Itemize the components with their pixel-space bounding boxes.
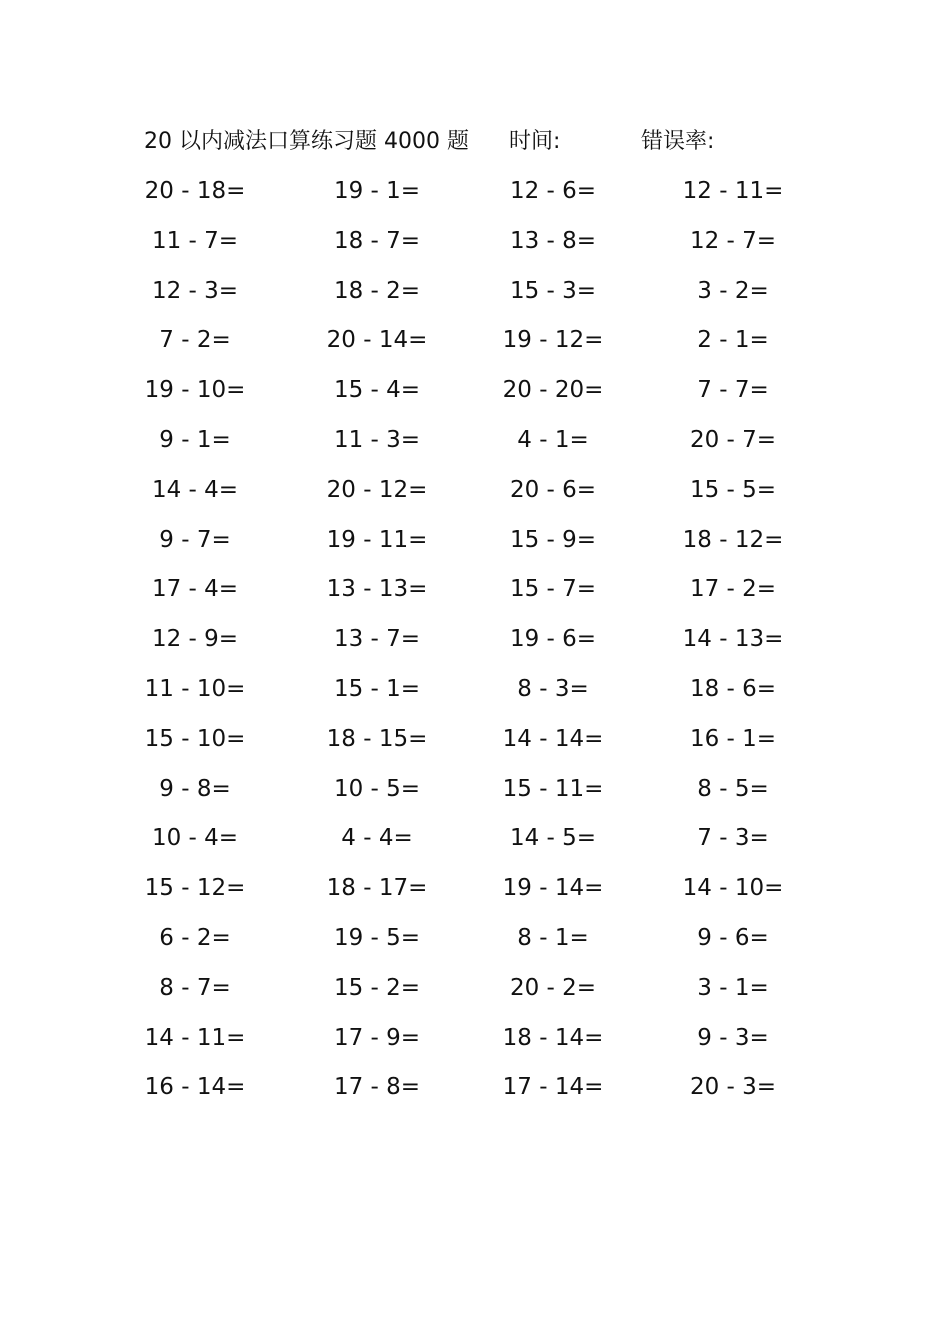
problem: 12 - 9= [151, 626, 239, 653]
problem: 15 - 12= [144, 875, 246, 902]
problem: 13 - 7= [333, 626, 421, 653]
problem-row [140, 421, 820, 471]
problem-row [140, 272, 820, 322]
problem: 20 - 2= [509, 974, 597, 1001]
problem-row [140, 321, 820, 371]
problem: 7 - 2= [159, 327, 231, 354]
problem: 16 - 14= [144, 1074, 246, 1101]
problem: 19 - 6= [509, 626, 597, 653]
problem: 12 - 11= [682, 178, 784, 204]
problem: 20 - 6= [509, 476, 597, 503]
problem: 17 - 2= [689, 576, 777, 603]
problem: 20 - 20= [502, 377, 604, 404]
problem-grid [140, 172, 820, 1118]
problem: 18 - 15= [326, 725, 428, 752]
problem: 19 - 11= [326, 526, 428, 553]
worksheet-header [144, 124, 844, 160]
problem: 19 - 5= [333, 924, 421, 951]
problem: 14 - 4= [151, 476, 239, 503]
problem: 17 - 4= [151, 576, 239, 603]
problem: 11 - 3= [333, 426, 421, 453]
problem: 19 - 10= [144, 377, 246, 404]
problem-row [140, 819, 820, 869]
problem: 18 - 17= [326, 875, 428, 902]
problem: 9 - 3= [697, 1024, 769, 1051]
problem: 17 - 8= [333, 1074, 421, 1101]
problem-row [140, 1068, 820, 1118]
problem: 19 - 1= [333, 178, 421, 204]
problem: 12 - 6= [509, 178, 597, 204]
problem: 11 - 7= [151, 227, 239, 254]
problem: 7 - 7= [697, 377, 769, 404]
problem: 20 - 14= [326, 327, 428, 354]
problem: 4 - 1= [517, 426, 589, 453]
problem: 20 - 7= [689, 426, 777, 453]
problem-row [140, 1019, 820, 1069]
problem: 14 - 10= [682, 875, 784, 902]
problem: 4 - 4= [341, 825, 413, 852]
problem: 18 - 2= [333, 277, 421, 304]
problem-row [140, 222, 820, 272]
problem: 15 - 7= [509, 576, 597, 603]
problem: 15 - 2= [333, 974, 421, 1001]
problem: 13 - 13= [326, 576, 428, 603]
problem: 9 - 6= [697, 924, 769, 951]
problem-row [140, 521, 820, 571]
problem: 20 - 12= [326, 476, 428, 503]
problem: 14 - 11= [144, 1024, 246, 1051]
problem: 14 - 5= [509, 825, 597, 852]
problem: 7 - 3= [697, 825, 769, 852]
problem: 18 - 12= [682, 526, 784, 553]
problem-row [140, 371, 820, 421]
problem: 3 - 2= [697, 277, 769, 304]
problem: 8 - 3= [517, 675, 589, 702]
problem: 20 - 18= [144, 178, 246, 204]
problem: 9 - 7= [159, 526, 231, 553]
problem: 8 - 5= [697, 775, 769, 802]
problem: 15 - 1= [333, 675, 421, 702]
problem: 19 - 12= [502, 327, 604, 354]
problem-row [140, 471, 820, 521]
problem: 18 - 6= [689, 675, 777, 702]
problem: 9 - 8= [159, 775, 231, 802]
problem: 17 - 9= [333, 1024, 421, 1051]
problem: 3 - 1= [697, 974, 769, 1001]
problem: 2 - 1= [697, 327, 769, 354]
problem: 13 - 8= [509, 227, 597, 254]
problem: 15 - 10= [144, 725, 246, 752]
problem: 8 - 7= [159, 974, 231, 1001]
problem: 14 - 13= [682, 626, 784, 653]
time-label: 时间: [509, 129, 561, 154]
problem: 18 - 14= [502, 1024, 604, 1051]
problem: 10 - 5= [333, 775, 421, 802]
problem: 20 - 3= [689, 1074, 777, 1101]
problem: 16 - 1= [689, 725, 777, 752]
problem: 8 - 1= [517, 924, 589, 951]
problem: 18 - 7= [333, 227, 421, 254]
problem: 6 - 2= [159, 924, 231, 951]
problem: 17 - 14= [502, 1074, 604, 1101]
problem-row [140, 919, 820, 969]
problem: 15 - 11= [502, 775, 604, 802]
problem-row [140, 770, 820, 820]
problem: 11 - 10= [144, 675, 246, 702]
error-rate-label: 错误率: [641, 129, 715, 154]
problem-row [140, 969, 820, 1019]
problem: 9 - 1= [159, 426, 231, 453]
problem-row [140, 670, 820, 720]
problem: 15 - 9= [509, 526, 597, 553]
problem: 15 - 5= [689, 476, 777, 503]
problem: 14 - 14= [502, 725, 604, 752]
worksheet-title: 20 以内减法口算练习题 4000 题 [144, 129, 469, 154]
problem: 15 - 3= [509, 277, 597, 304]
problem-row [140, 172, 820, 222]
problem: 10 - 4= [151, 825, 239, 852]
problem-row [140, 570, 820, 620]
problem-row [140, 720, 820, 770]
problem: 12 - 3= [151, 277, 239, 304]
problem: 15 - 4= [333, 377, 421, 404]
problem-row [140, 620, 820, 670]
problem: 19 - 14= [502, 875, 604, 902]
problem-row [140, 869, 820, 919]
problem: 12 - 7= [689, 227, 777, 254]
